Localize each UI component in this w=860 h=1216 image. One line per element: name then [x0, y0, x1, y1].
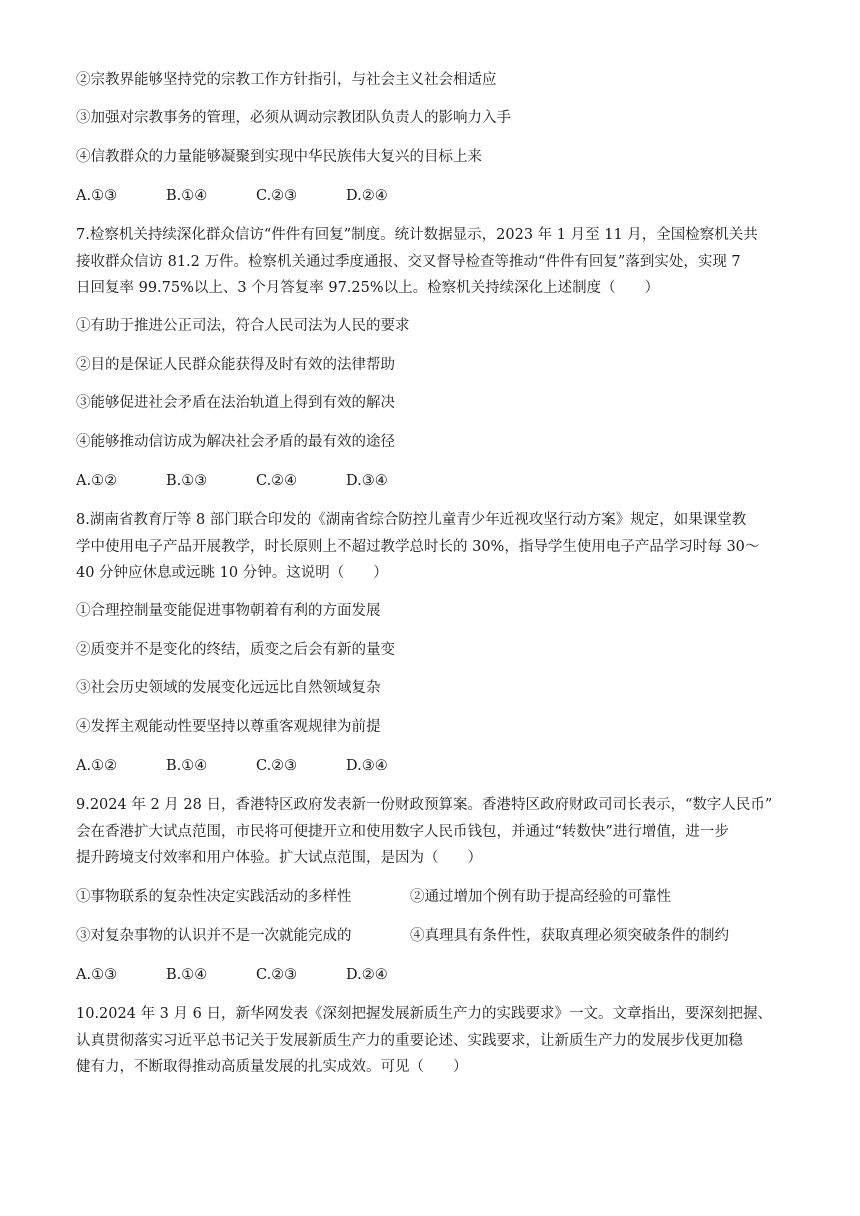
q7-option-2: ②目的是保证人民群众能获得及时有效的法律帮助	[76, 357, 395, 373]
q8-choice-c: C.②③	[256, 758, 298, 774]
q6-choice-c: C.②③	[256, 188, 298, 204]
q9-stem-line-2: 会在香港扩大试点范围，市民将可便捷开立和使用数字人民币钱包，并通过“转数快”进行增值，进一步	[76, 824, 729, 840]
q9-option-1: ①事物联系的复杂性决定实践活动的多样性	[76, 889, 352, 905]
q7-stem-line-1: 7.检察机关持续深化群众信访“件件有回复”制度。统计数据显示，2023 年 1 月至 11 月，全国检察机关共	[76, 227, 758, 243]
q7-choice-a: A.①②	[76, 473, 118, 489]
q8-choices	[76, 756, 436, 776]
q8-stem-line-2: 学中使用电子产品开展教学，时长原则上不超过教学总时长的 30%，指导学生使用电子产品学习时每 30～	[76, 539, 760, 555]
q6-choice-a: A.①③	[76, 188, 118, 204]
q9-option-2: ②通过增加个例有助于提高经验的可靠性	[410, 889, 671, 905]
q8-stem-line-1: 8.湖南省教育厅等 8 部门联合印发的《湖南省综合防控儿童青少年近视攻坚行动方案》规定，如果课堂教	[76, 512, 747, 528]
q6-option-3: ③加强对宗教事务的管理，必须从调动宗教团队负责人的影响力入手	[76, 110, 511, 126]
q10-stem-line-3: 健有力，不断取得推动高质量发展的扎实成效。可见（ ）	[76, 1059, 468, 1075]
q7-choice-d: D.③④	[346, 473, 388, 489]
q9-option-3: ③对复杂事物的认识并不是一次就能完成的	[76, 928, 352, 944]
q8-choice-b: B.①④	[166, 758, 208, 774]
q9-options-row-1	[76, 887, 671, 907]
q6-choice-b: B.①④	[166, 188, 208, 204]
q9-choice-c: C.②③	[256, 967, 298, 983]
q7-stem-line-3: 日回复率 99.75%以上、3 个月答复率 97.25%以上。检察机关持续深化上述制度（ ）	[76, 280, 660, 296]
q7-choice-b: B.①③	[166, 473, 208, 489]
q8-option-1: ①合理控制量变能促进事物朝着有利的方面发展	[76, 603, 381, 619]
q9-options-row-2	[76, 926, 729, 946]
q9-choice-b: B.①④	[166, 967, 208, 983]
q7-option-3: ③能够促进社会矛盾在法治轨道上得到有效的解决	[76, 395, 395, 411]
q7-choice-c: C.②④	[256, 473, 298, 489]
q8-stem-line-3: 40 分钟应休息或远眺 10 分钟。这说明（ ）	[76, 565, 388, 581]
q10-stem-line-1: 10.2024 年 3 月 6 日，新华网发表《深刻把握发展新质生产力的实践要求》一文。文章指出，要深刻把握、	[76, 1006, 772, 1022]
q7-option-1: ①有助于推进公正司法，符合人民司法为人民的要求	[76, 318, 410, 334]
q8-option-2: ②质变并不是变化的终结，质变之后会有新的量变	[76, 642, 395, 658]
q7-stem-line-2: 接收群众信访 81.2 万件。检察机关通过季度通报、交叉督导检查等推动“件件有回复”落到实处，实现 7	[76, 254, 741, 270]
q9-choice-d: D.②④	[346, 967, 388, 983]
q7-option-4: ④能够推动信访成为解决社会矛盾的最有效的途径	[76, 434, 395, 450]
q6-choices	[76, 186, 436, 206]
q9-option-4: ④真理具有条件性，获取真理必须突破条件的制约	[410, 928, 729, 944]
q9-choices	[76, 965, 436, 985]
q9-stem-line-1: 9.2024 年 2 月 28 日，香港特区政府发表新一份财政预算案。香港特区政府财政司司长表示，“数字人民币”	[76, 797, 773, 813]
q9-choice-a: A.①③	[76, 967, 118, 983]
q9-stem-line-3: 提升跨境支付效率和用户体验。扩大试点范围，是因为（ ）	[76, 850, 482, 866]
q8-option-3: ③社会历史领域的发展变化远远比自然领域复杂	[76, 680, 381, 696]
q8-choice-a: A.①②	[76, 758, 118, 774]
q6-choice-d: D.②④	[346, 188, 388, 204]
q10-stem-line-2: 认真贯彻落实习近平总书记关于发展新质生产力的重要论述、实践要求，让新质生产力的发展步伐更加稳	[76, 1033, 743, 1049]
q6-option-2: ②宗教界能够坚持党的宗教工作方针指引，与社会主义社会相适应	[76, 72, 497, 88]
q8-choice-d: D.③④	[346, 758, 388, 774]
q6-option-4: ④信教群众的力量能够凝聚到实现中华民族伟大复兴的目标上来	[76, 149, 482, 165]
q8-option-4: ④发挥主观能动性要坚持以尊重客观规律为前提	[76, 719, 381, 735]
q7-choices	[76, 471, 436, 491]
